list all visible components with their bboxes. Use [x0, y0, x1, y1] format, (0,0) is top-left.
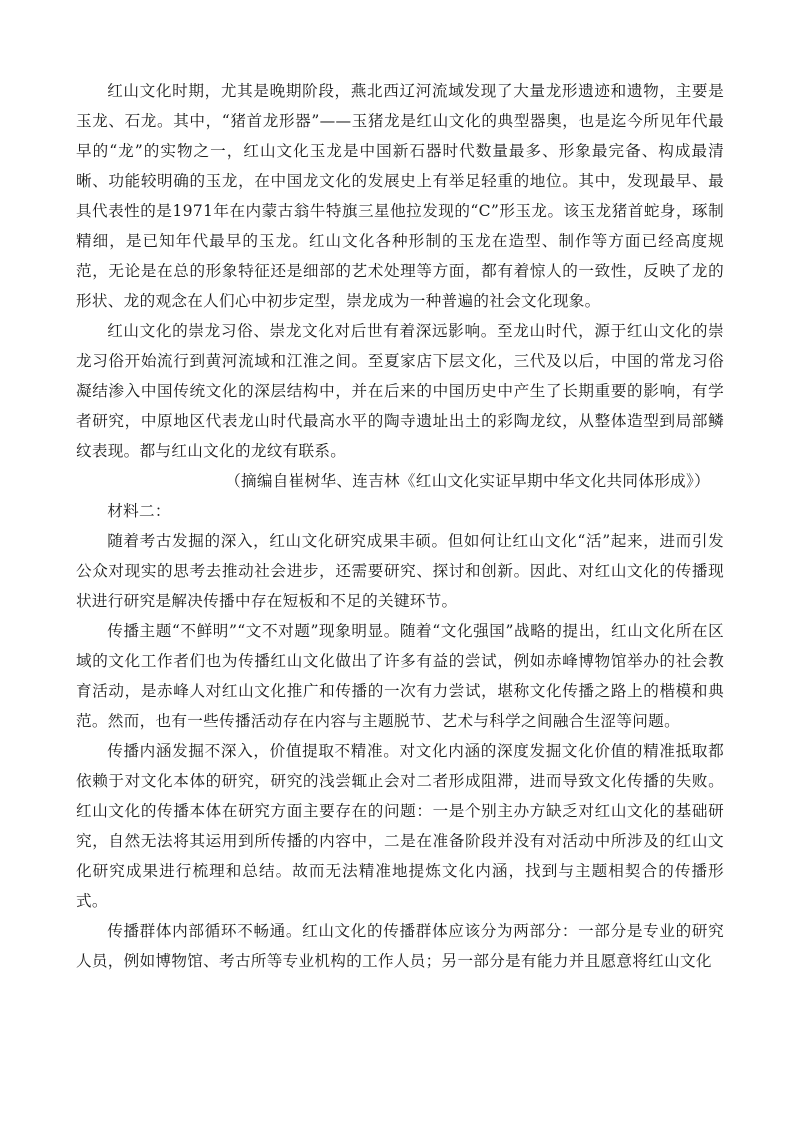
- paragraph-jade-dragon: 红山文化时期，尤其是晚期阶段，燕北西辽河流域发现了大量龙形遗迹和遗物，主要是玉龙、石龙。其中，“猪首龙形器”——玉猪龙是红山文化的典型器奥，也是迄今所见年代最早的“龙”的实物之一，红山文化玉龙是中国新石器时代数量最多、形象最完备、构成最清晰、功能较明确的玉龙，在中国龙文化的发展史上有举足轻重的地位。其中，发现最早、最具代表性的是1971年在内蒙古翁牛特旗三星他拉发现的“C”形玉龙。该玉龙猪首蛇身，琢制精细，是已知年代最早的玉龙。红山文化各种形制的玉龙在造型、制作等方面已经高度规范，无论是在总的形象特征还是细部的艺术处理等方面，都有着惊人的一致性，反映了龙的形状、龙的观念在人们心中初步定型，崇龙成为一种普遍的社会文化现象。: [76, 82, 724, 310]
- paragraph-research-intro: 随着考古发掘的深入，红山文化研究成果丰硕。但如何让红山文化“活”起来，进而引发公众对现实的思考去推动社会进步，还需要研究、探讨和创新。因此、对红山文化的传播现状进行研究是解决传播中存在短板和不足的关键环节。: [76, 532, 724, 610]
- paragraph-connotation-issue: 传播内涵发掘不深入，价值提取不精准。对文化内涵的深度发掘文化价值的精准抵取都依赖于对文化本体的研究，研究的浅尝辄止会对二者形成阻滞，进而导致文化传播的失败。红山文化的传播本体在研究方面主要存在的问题：一是个别主办方缺乏对红山文化的基础研究，自然无法将其运用到所传播的内容中，二是在准备阶段并没有对活动中所涉及的红山文化研究成果进行梳理和总结。故而无法精准地提炼文化内涵，找到与主题相契合的传播形式。: [76, 742, 724, 910]
- citation: （摘编自崔树华、连吉林《红山文化实证早期中华文化共同体形成》）: [225, 472, 710, 490]
- paragraph-dragon-worship: 红山文化的崇龙习俗、崇龙文化对后世有着深远影响。至龙山时代，源于红山文化的崇龙习俗开始流行到黄河流域和江淮之间。至夏家店下层文化，三代及以后，中国的常龙习俗凝结渗入中国传统文化的深层结构中，并在后来的中国历史中产生了长期重要的影响，有学者研究，中原地区代表龙山时代最高水平的陶寺遗址出土的彩陶龙纹，从整体造型到局部鳞纹表现。都与红山文化的龙纹有联系。: [76, 322, 724, 460]
- material-label: 材料二：: [107, 502, 171, 520]
- document-page: [76, 76, 724, 976]
- paragraph-theme-issue: 传播主题“不鲜明”“文不对题”现象明显。随着“文化强国”战略的提出，红山文化所在区域的文化工作者们也为传播红山文化做出了许多有益的尝试，例如赤峰博物馆举办的社会教育活动，是赤峰人对红山文化推广和传播的一次有力尝试，堪称文化传播之路上的楷模和典范。然而，也有一些传播活动存在内容与主题脱节、艺术与科学之间融合生涩等问题。: [76, 622, 724, 730]
- paragraph-group-issue: 传播群体内部循环不畅通。红山文化的传播群体应该分为两部分：一部分是专业的研究人员，例如博物馆、考古所等专业机构的工作人员；另一部分是有能力并且愿意将红山文化: [76, 922, 724, 970]
